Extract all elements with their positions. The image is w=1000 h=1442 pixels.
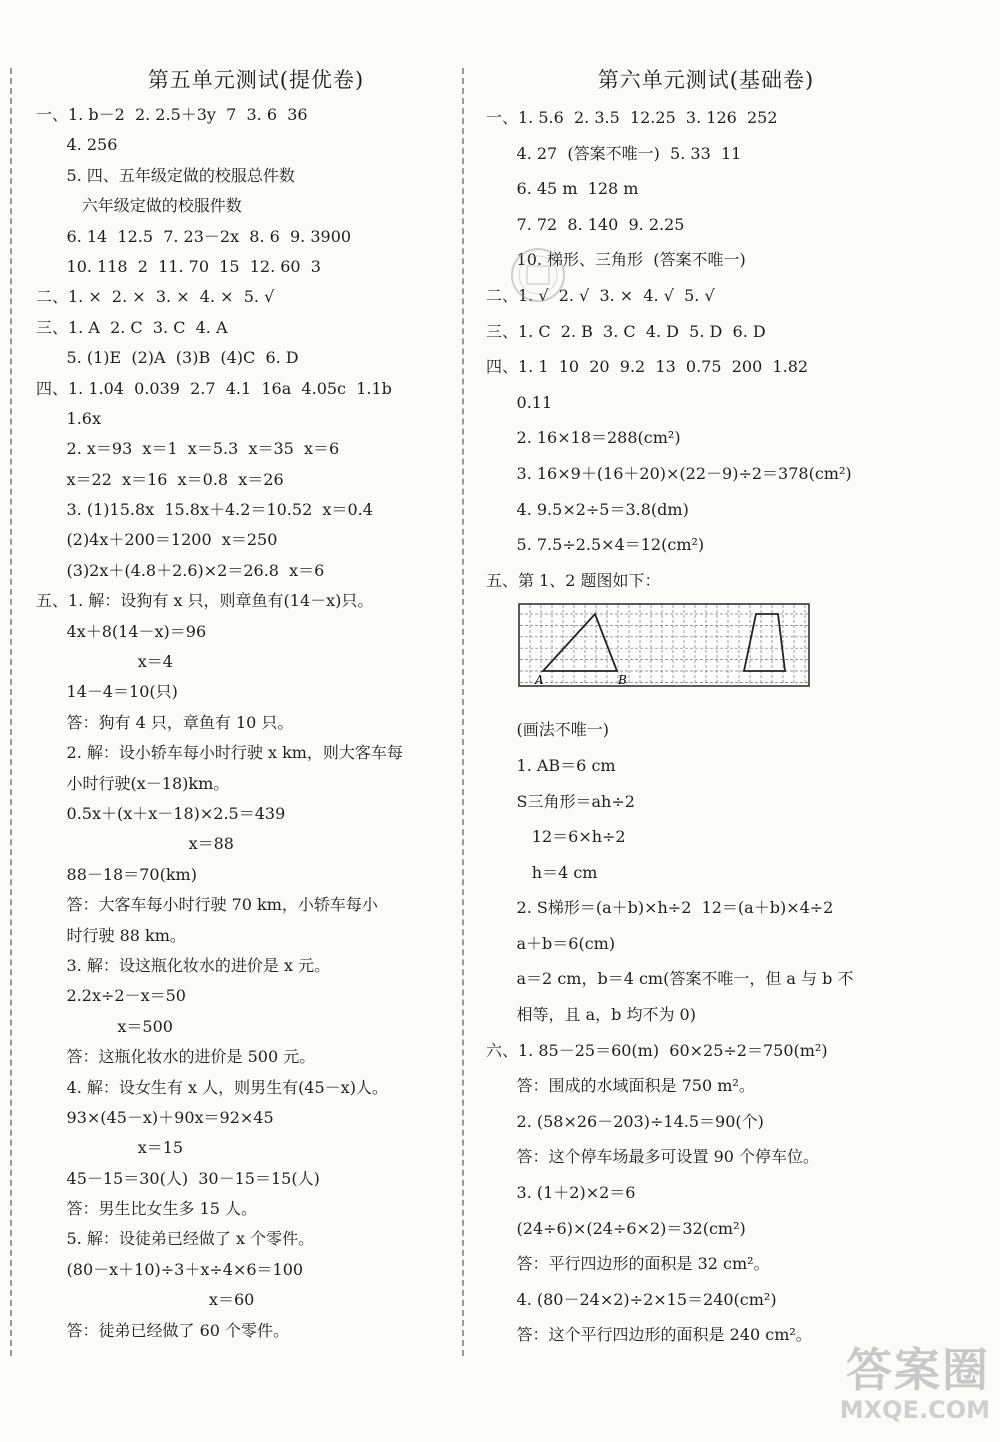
answer-line: 一、1. 5.6 2. 3.5 12.25 3. 126 252 xyxy=(486,108,778,127)
logo-sub-text: MXQE.COM xyxy=(839,1396,990,1424)
point-b-label: B xyxy=(618,673,627,687)
answer-line: (画法不唯一) xyxy=(486,720,610,740)
answer-line: 答：围成的水域面积是 750 m²。 xyxy=(486,1076,755,1096)
small-stamp-watermark xyxy=(507,244,569,306)
answer-line: (24÷6)×(24÷6×2)＝32(cm²) xyxy=(486,1218,746,1238)
answer-line: 10. 梯形、三角形 (答案不唯一) xyxy=(486,250,746,270)
answer-line: 答：大客车每小时行驶 70 km，小轿车每小 xyxy=(36,895,378,915)
answer-line: 3. (1)15.8x 15.8x＋4.2＝10.52 x＝0.4 xyxy=(36,500,373,520)
answer-line: 45－15＝30(人) 30－15＝15(人) xyxy=(36,1168,320,1188)
answer-line: 三、1. A 2. C 3. C 4. A xyxy=(36,317,228,337)
answer-line: 5. 7.5÷2.5×4＝12(cm²) xyxy=(486,535,705,555)
answer-line: 4. 27 (答案不唯一) 5. 33 11 xyxy=(486,143,742,163)
grid-diagram-svg xyxy=(518,603,810,687)
answer-line: (80－x＋10)÷3＋x÷4×6＝100 xyxy=(36,1259,304,1279)
answer-line: 2. (58×26－203)÷14.5＝90(个) xyxy=(486,1111,764,1131)
grid-diagram xyxy=(518,603,810,687)
corner-logo-watermark xyxy=(800,1344,990,1434)
right-answer-lines-bottom xyxy=(486,712,926,1353)
answer-line: 7. 72 8. 140 9. 2.25 xyxy=(486,214,685,234)
answer-line: 答：这个平行四边形的面积是 240 cm²。 xyxy=(486,1325,812,1345)
left-column-title: 第五单元测试(提优卷) xyxy=(147,68,365,92)
answer-line: 3. 16×9＋(16＋20)×(22－9)÷2＝378(cm²) xyxy=(486,463,852,483)
answer-line: 4. (80－24×2)÷2×15＝240(cm²) xyxy=(486,1289,777,1309)
answer-line: x＝500 xyxy=(36,1016,173,1036)
answer-line: x＝15 xyxy=(36,1138,184,1158)
answer-line: 4. 9.5×2÷5＝3.8(dm) xyxy=(486,499,689,519)
stamp-icon xyxy=(507,244,569,306)
answer-line: 4x＋8(14－x)＝96 xyxy=(36,621,207,641)
answer-line: x＝4 xyxy=(36,652,173,672)
answer-line: 相等，且 a，b 均不为 0) xyxy=(486,1005,696,1025)
answer-line: 0.11 xyxy=(486,392,553,412)
logo-main-text: 答案圈 xyxy=(846,1343,990,1397)
answer-line: a＋b＝6(cm) xyxy=(486,933,616,953)
answer-line: 四、1. 1.04 0.039 2.7 4.1 16a 4.05c 1.1b xyxy=(36,378,392,398)
answer-line: 2. x＝93 x＝1 x＝5.3 x＝35 x＝6 xyxy=(36,439,340,459)
answer-line: 1. AB＝6 cm xyxy=(486,755,616,775)
answer-line: 三、1. C 2. B 3. C 4. D 5. D 6. D xyxy=(486,321,766,341)
point-a-label: A xyxy=(535,673,544,687)
answer-line: 六、1. 85－25＝60(m) 60×25÷2＝750(m²) xyxy=(486,1040,828,1060)
answer-line: 答：平行四边形的面积是 32 cm²。 xyxy=(486,1254,770,1274)
answer-line: 1.6x xyxy=(36,408,101,428)
answer-line: 2.2x÷2－x＝50 xyxy=(36,986,186,1006)
answer-line: 93×(45－x)＋90x＝92×45 xyxy=(36,1107,274,1127)
grid-border xyxy=(519,604,809,686)
answer-line: 二、1. √ 2. √ 3. × 4. √ 5. √ xyxy=(486,285,715,305)
answer-line: (3)2x＋(4.8＋2.6)×2＝26.8 x＝6 xyxy=(36,560,325,580)
answer-line: 12＝6×h÷2 xyxy=(486,827,626,847)
answer-line: 4. 256 xyxy=(36,135,118,155)
answer-line: (2)4x＋200＝1200 x＝250 xyxy=(36,530,278,550)
answer-line: 2. S梯形＝(a＋b)×h÷2 12＝(a＋b)×4÷2 xyxy=(486,898,834,918)
answer-line: 14－4＝10(只) xyxy=(36,682,178,702)
answer-line: 2. 解：设小轿车每小时行驶 x km，则大客车每 xyxy=(36,743,403,763)
answer-line: x＝60 xyxy=(36,1290,255,1310)
answer-line: 答：这瓶化妆水的进价是 500 元。 xyxy=(36,1047,316,1067)
answer-line: x＝22 x＝16 x＝0.8 x＝26 xyxy=(36,469,284,489)
answer-line: 5. (1)E (2)A (3)B (4)C 6. D xyxy=(36,348,299,368)
answer-line: 3. (1＋2)×2＝6 xyxy=(486,1183,636,1203)
answer-line: 5. 解：设徒弟已经做了 x 个零件。 xyxy=(36,1229,315,1249)
answer-line: 时行驶 88 km。 xyxy=(36,925,186,945)
answer-line: 3. 解：设这瓶化妆水的进价是 x 元。 xyxy=(36,955,331,975)
answer-line: 五、1. 解：设狗有 x 只，则章鱼有(14－x)只。 xyxy=(36,591,374,611)
answer-line: h＝4 cm xyxy=(486,862,598,882)
answer-line: 6. 45 m 128 m xyxy=(486,179,639,199)
left-column xyxy=(36,66,476,1346)
left-answer-lines xyxy=(36,100,476,1346)
answer-line: 10. 118 2 11. 70 15 12. 60 3 xyxy=(36,256,321,276)
answer-line: 5. 四、五年级定做的校服总件数 xyxy=(36,165,295,185)
answer-line: 小时行驶(x－18)km。 xyxy=(36,773,230,793)
right-column-title: 第六单元测试(基础卷) xyxy=(597,68,815,92)
answer-line: S三角形＝ah÷2 xyxy=(486,791,635,811)
answer-line: 答：狗有 4 只，章鱼有 10 只。 xyxy=(36,712,294,732)
answer-line: 6. 14 12.5 7. 23－2x 8. 6 9. 3900 xyxy=(36,226,352,246)
answer-line: 六年级定做的校服件数 xyxy=(36,196,242,216)
answer-line: 答：这个停车场最多可设置 90 个停车位。 xyxy=(486,1147,820,1167)
answer-line: 答：徒弟已经做了 60 个零件。 xyxy=(36,1320,290,1340)
answer-line: 2. 16×18＝288(cm²) xyxy=(486,428,681,448)
answer-line: a＝2 cm，b＝4 cm(答案不唯一，但 a 与 b 不 xyxy=(486,969,854,989)
answer-line: 4. 解：设女生有 x 人，则男生有(45－x)人。 xyxy=(36,1077,388,1097)
answer-line: 答：男生比女生多 15 人。 xyxy=(36,1199,258,1219)
answer-line: 五、第 1、2 题图如下： xyxy=(486,570,661,590)
answer-line: x＝88 xyxy=(36,834,234,854)
answer-line: 88－18＝70(km) xyxy=(36,864,197,884)
answer-line: 一、1. b－2 2. 2.5＋3y 7 3. 6 36 xyxy=(36,105,308,124)
answer-line: 四、1. 1 10 20 9.2 13 0.75 200 1.82 xyxy=(486,357,809,377)
answer-line: 二、1. × 2. × 3. × 4. × 5. √ xyxy=(36,287,275,307)
column-divider xyxy=(10,68,12,1356)
right-answer-lines-top xyxy=(486,100,926,598)
answer-line: 0.5x＋(x＋x－18)×2.5＝439 xyxy=(36,803,286,823)
